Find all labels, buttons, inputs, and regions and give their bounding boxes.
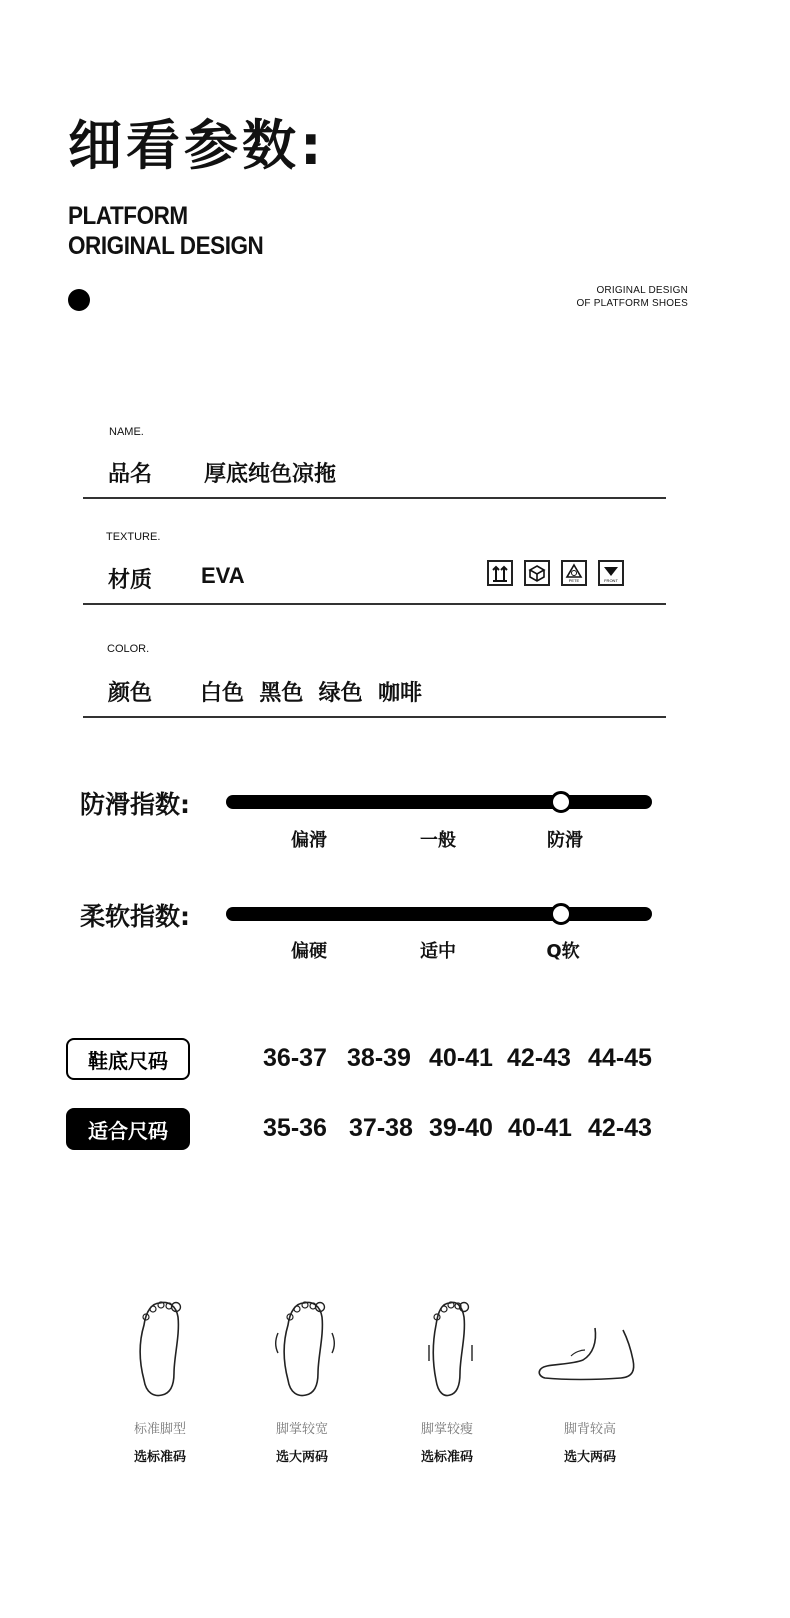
- wide-foot-icon: [270, 1295, 340, 1405]
- antislip-tick-1: 偏滑: [291, 830, 327, 851]
- sole-size-value: 38-39: [347, 1044, 411, 1072]
- antislip-index-track: [226, 795, 652, 809]
- fit-size-value: 37-38: [349, 1114, 413, 1142]
- softness-index-label: 柔软指数:: [80, 902, 190, 931]
- spec-color-en: COLOR.: [107, 643, 150, 655]
- divider: [83, 603, 666, 605]
- front-icon: [598, 560, 624, 586]
- package-icons: [487, 560, 624, 586]
- antislip-tick-3: 防滑: [547, 830, 583, 851]
- fit-size-badge: 适合尺码: [66, 1108, 190, 1150]
- spec-texture-value: EVA: [201, 563, 245, 588]
- foot-type-caption: 脚掌较宽: [275, 1422, 328, 1437]
- bullet-dot: [68, 289, 90, 311]
- narrow-foot-icon: [420, 1295, 480, 1405]
- standard-foot-icon: [130, 1295, 190, 1405]
- softness-tick-2: 适中: [420, 941, 456, 962]
- brand-line-2: ORIGINAL DESIGN: [68, 232, 264, 260]
- brand-line-1: PLATFORM: [68, 202, 188, 230]
- fit-size-value: 42-43: [588, 1114, 652, 1142]
- spec-color-value: 白色 黑色 绿色 咖啡: [200, 681, 422, 706]
- sole-size-value: 44-45: [588, 1044, 652, 1072]
- page-title: 细看参数:: [68, 114, 326, 177]
- antislip-tick-2: 一般: [420, 830, 456, 851]
- spec-name-value: 厚底纯色凉拖: [204, 462, 337, 487]
- svg-text:FRONT: FRONT: [604, 578, 618, 583]
- corner-text-1: ORIGINAL DESIGN: [596, 285, 688, 296]
- foot-type-caption: 标准脚型: [133, 1422, 186, 1437]
- softness-index-marker: [550, 903, 572, 925]
- recycle-pete-icon: [561, 560, 587, 586]
- foot-type-advice: 选标准码: [420, 1450, 473, 1465]
- fit-size-value: 40-41: [508, 1114, 572, 1142]
- softness-index-track: [226, 907, 652, 921]
- fit-size-value: 39-40: [429, 1114, 493, 1142]
- divider: [83, 497, 666, 499]
- sole-size-value: 40-41: [429, 1044, 493, 1072]
- svg-text:PETE: PETE: [568, 578, 580, 583]
- sole-size-value: 42-43: [507, 1044, 571, 1072]
- this-way-up-icon: [487, 560, 513, 586]
- foot-type-caption: 脚掌较瘦: [420, 1422, 473, 1437]
- foot-type-advice: 选大两码: [563, 1450, 616, 1465]
- antislip-index-marker: [550, 791, 572, 813]
- softness-tick-1: 偏硬: [291, 941, 327, 962]
- sole-size-value: 36-37: [263, 1044, 327, 1072]
- foot-type-advice: 选大两码: [275, 1450, 328, 1465]
- spec-color-label: 颜色: [108, 681, 153, 706]
- antislip-index-label: 防滑指数:: [80, 790, 190, 819]
- spec-texture-en: TEXTURE.: [106, 531, 161, 543]
- divider: [83, 716, 666, 718]
- foot-type-advice: 选标准码: [133, 1450, 186, 1465]
- softness-tick-3: Q软: [546, 941, 580, 962]
- high-instep-foot-icon: [535, 1320, 645, 1390]
- fragile-icon: [524, 560, 550, 586]
- spec-name-en: NAME.: [109, 426, 144, 438]
- corner-text-2: OF PLATFORM SHOES: [576, 298, 688, 309]
- fit-size-value: 35-36: [263, 1114, 327, 1142]
- spec-texture-label: 材质: [108, 568, 153, 593]
- spec-name-label: 品名: [108, 462, 153, 487]
- sole-size-badge: 鞋底尺码: [66, 1038, 190, 1080]
- foot-type-caption: 脚背较高: [563, 1422, 616, 1437]
